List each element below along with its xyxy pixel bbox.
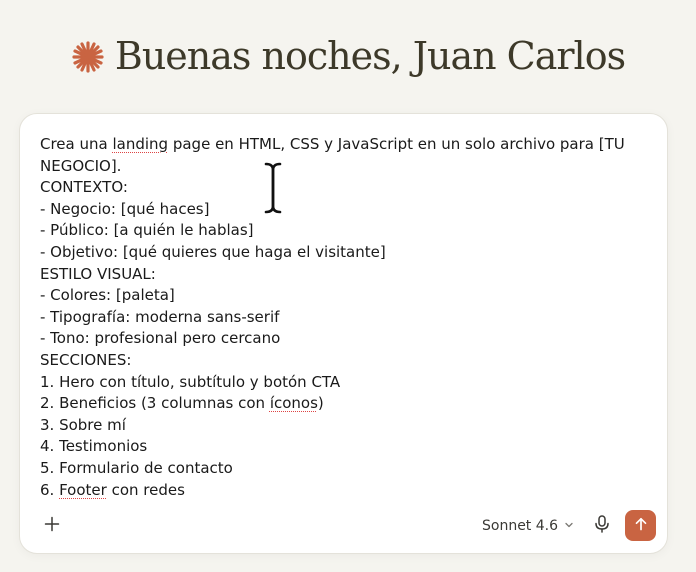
prompt-line: ESTILO VISUAL:: [40, 264, 156, 283]
spark-icon: [71, 40, 105, 74]
misspelled-word: Footer: [59, 480, 107, 499]
prompt-line: - Negocio: [qué haces]: [40, 199, 210, 218]
prompt-input[interactable]: [40, 134, 630, 504]
chat-composer: [19, 113, 668, 554]
prompt-line: CONTEXTO:: [40, 178, 128, 197]
voice-input-button[interactable]: [588, 512, 616, 540]
model-selector[interactable]: [482, 514, 574, 538]
prompt-line: 1. Hero con título, subtítulo y botón CTA: [40, 372, 341, 391]
arrow-up-icon: [634, 516, 648, 535]
prompt-line: 4. Testimonios: [40, 437, 148, 456]
model-label: Sonnet 4.6: [482, 518, 559, 534]
text-cursor-icon: [263, 158, 283, 218]
greeting-header: [0, 28, 696, 84]
greeting-text: Buenas noches, Juan Carlos: [114, 34, 626, 78]
prompt-line: 3. Sobre mí: [40, 415, 126, 434]
misspelled-word: landing: [112, 135, 169, 153]
microphone-icon: [594, 515, 610, 537]
prompt-line: SECCIONES:: [40, 350, 132, 369]
plus-icon: [44, 516, 60, 536]
prompt-line: 6. Footer con redes: [40, 480, 185, 499]
prompt-line: Crea una landing page en HTML, CSS y JavaScript en un solo archivo para [TU: [40, 135, 625, 153]
prompt-line: - Tono: profesional pero cercano: [40, 329, 281, 348]
prompt-line: - Público: [a quién le hablas]: [40, 221, 254, 240]
prompt-line: 2. Beneficios (3 columnas con íconos): [40, 394, 324, 413]
chevron-down-icon: [564, 518, 574, 534]
prompt-line: 5. Formulario de contacto: [40, 458, 233, 477]
prompt-line: - Tipografía: moderna sans-serif: [40, 307, 280, 326]
prompt-line: - Colores: [paleta]: [40, 286, 175, 305]
misspelled-word: íconos: [269, 394, 318, 413]
send-button[interactable]: [625, 510, 656, 541]
prompt-line: NEGOCIO].: [40, 156, 122, 175]
prompt-line: - Objetivo: [qué quieres que haga el visitante]: [40, 242, 386, 261]
add-attachment-button[interactable]: [38, 512, 66, 540]
